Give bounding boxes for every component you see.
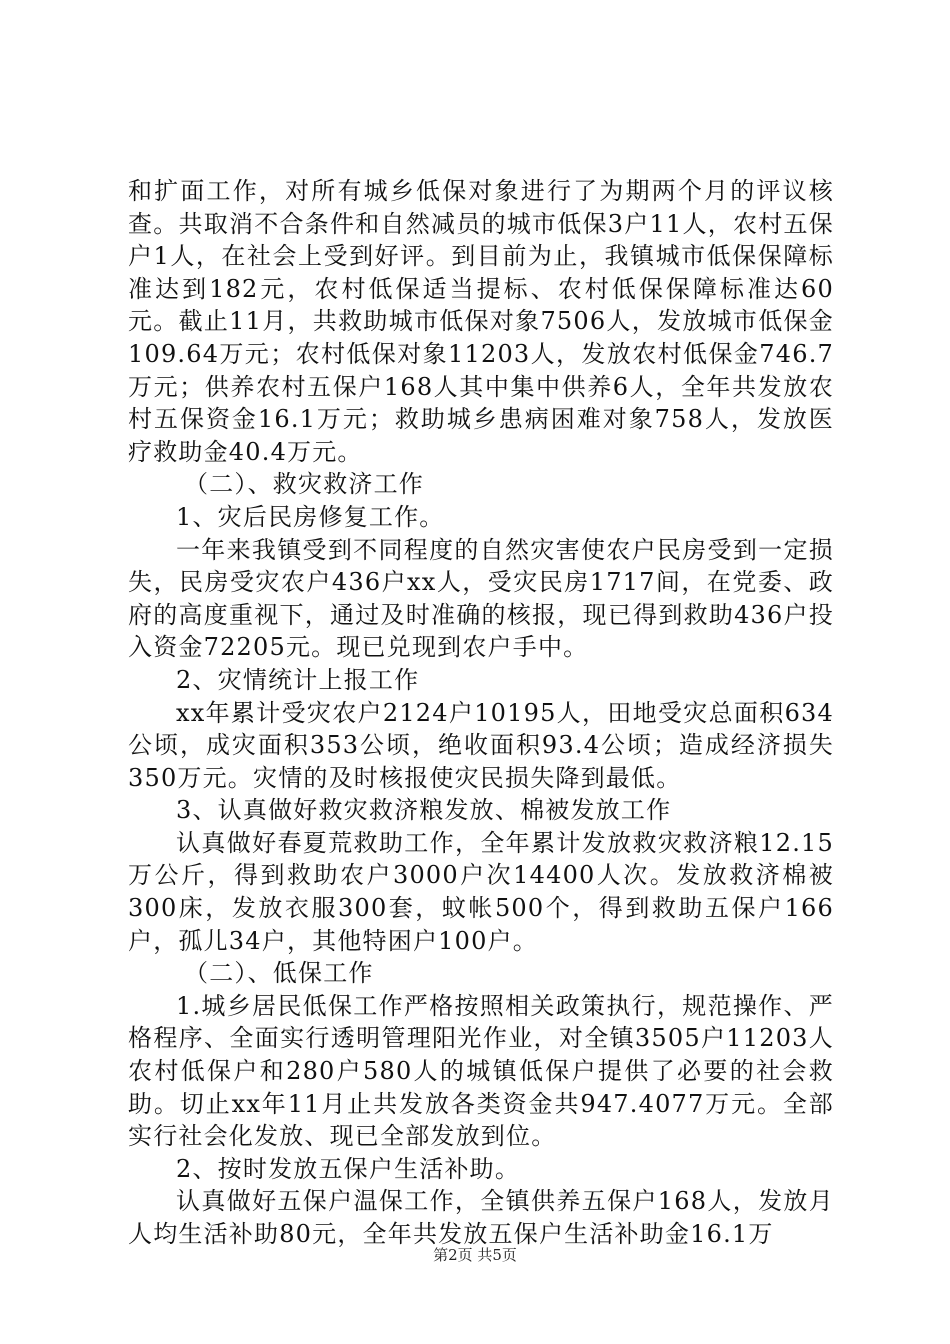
- paragraph-continuation: 和扩面工作，对所有城乡低保对象进行了为期两个月的评议核查。共取消不合条件和自然减员的城市低保3户11人，农村五保户1人，在社会上受到好评。到目前为止，我镇城市低保保障标准达到182元，农村低保适当提标、农村低保保障标准达60元。截止11月，共救助城市低保对象7506人，发放城市低保金109.64万元；农村低保对象11203人，发放农村低保金746.7万元；供养农村五保户168人其中集中供养6人，全年共发放农村五保资金16.1万元；救助城乡患病困难对象758人，发放医疗救助金40.4万元。: [128, 177, 834, 466]
- paragraph-grain-quilt-distribution: 认真做好春夏荒救助工作，全年累计发放救灾救济粮12.15万公斤，得到救助农户3000户次14400人次。发放救济棉被300床，发放衣服300套，蚊帐500个，得到救助五保户166户，孤儿34户，其他特困户100户。: [128, 828, 834, 955]
- page-number-footer: 第2页 共5页: [433, 1246, 517, 1264]
- paragraph-five-guarantee-subsidy: 认真做好五保户温保工作，全镇供养五保户168人，发放月人均生活补助80元，全年共发放五保户生活补助金16.1万: [128, 1187, 834, 1248]
- subheading-house-repair: 1、灾后民房修复工作。: [176, 502, 445, 531]
- subheading-five-guarantee-subsidy: 2、按时发放五保户生活补助。: [176, 1154, 521, 1183]
- subheading-grain-quilt-distribution: 3、认真做好救灾救济粮发放、棉被发放工作: [176, 796, 672, 825]
- document-body: [128, 175, 834, 1251]
- paragraph-minimum-living: 1.城乡居民低保工作严格按照相关政策执行，规范操作、严格程序、全面实行透明管理阳光作业，对全镇3505户11203人农村低保户和280户580人的城镇低保户提供了必要的社会救助。切止xx年11月止共发放各类资金共947.4077万元。全部实行社会化发放、现已全部发放到位。: [128, 991, 834, 1151]
- paragraph-house-repair: 一年来我镇受到不同程度的自然灾害使农户民房受到一定损失，民房受灾农户436户xx人，受灾民房1717间，在党委、政府的高度重视下，通过及时准确的核报，现已得到救助436户投入资金72205元。现已兑现到农户手中。: [128, 535, 834, 662]
- subheading-disaster-statistics: 2、灾情统计上报工作: [176, 665, 420, 694]
- section-heading-disaster-relief: （二）、救灾救济工作: [184, 470, 424, 499]
- section-heading-minimum-living: （二）、低保工作: [184, 959, 374, 988]
- paragraph-disaster-statistics: xx年累计受灾农户2124户10195人，田地受灾总面积634公顷，成灾面积353公顷，绝收面积93.4公顷；造成经济损失350万元。灾情的及时核报使灾民损失降到最低。: [128, 698, 834, 792]
